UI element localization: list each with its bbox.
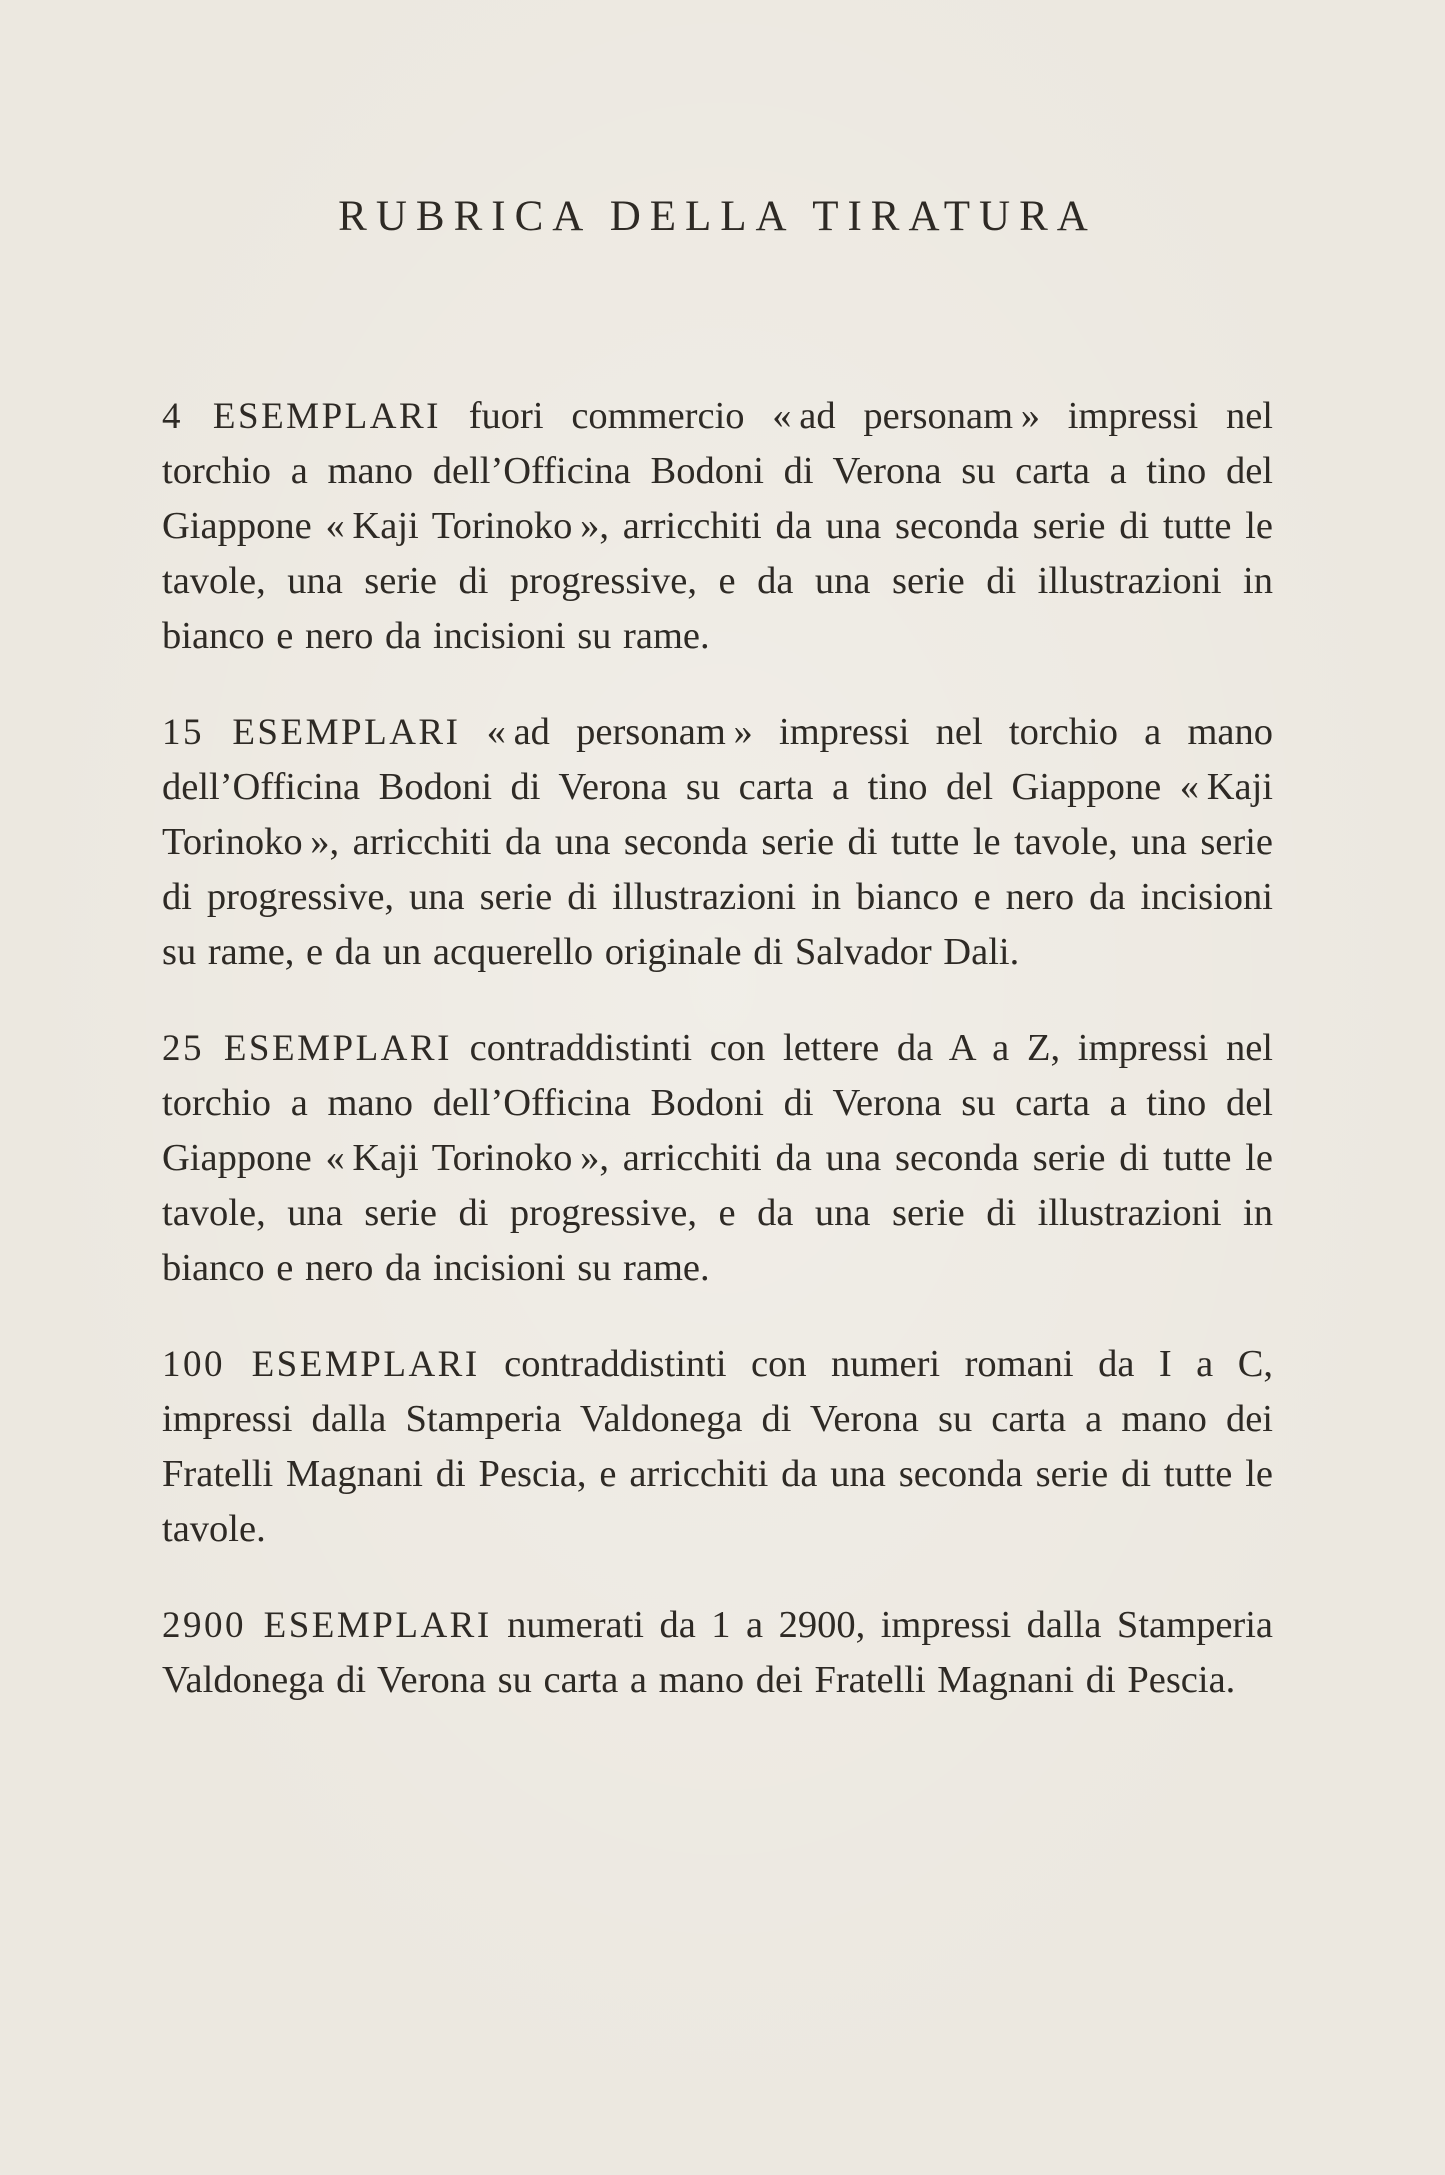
edition-count-1: 4 ESEMPLARI (162, 396, 441, 437)
edition-description-2: « ad personam » impressi nel torchio a mano dell’Officina Bodoni di Verona su carta a tino del Giappone « Kaji Torinoko », arricchiti da una seconda serie di tutte le tavole, una serie di progressive, una serie di illustrazioni in bianco e nero da incisioni su rame, e da un acquerello originale di Salvador Dali. (162, 711, 1274, 973)
edition-description-4: contraddistinti con numeri romani da I a C, impressi dalla Stamperia Valdonega di Verona su carta a mano dei Fratelli Magnani di Pescia, e arricchiti da una seconda serie di tutte le tavole. (162, 1343, 1274, 1550)
edition-count-3: 25 ESEMPLARI (162, 1028, 452, 1069)
edition-count-5: 2900 ESEMPLARI (162, 1605, 492, 1646)
edition-count-2: 15 ESEMPLARI (162, 712, 461, 753)
edition-description-3: contraddistinti con lettere da A a Z, impressi nel torchio a mano dell’Officina Bodoni di Verona su carta a tino del Giappone « Kaji Torinoko », arricchiti da una seconda serie di tutte le tavole, una serie di progressive, e da una serie di illustrazioni in bianco e nero da incisioni su rame. (162, 1027, 1274, 1289)
edition-paragraph-2 (162, 705, 1273, 980)
edition-description-1: fuori commercio « ad personam » impressi nel torchio a mano dell’Officina Bodoni di Verona su carta a tino del Giappone « Kaji Torinoko », arricchiti da una seconda serie di tutte le tavole, una serie di progressive, e da una serie di illustrazioni in bianco e nero da incisioni su rame. (162, 395, 1273, 657)
page-title: RUBRICA DELLA TIRATURA (338, 193, 1097, 240)
edition-paragraph-5 (162, 1598, 1273, 1708)
edition-paragraph-3 (162, 1021, 1273, 1296)
edition-paragraph-1 (162, 389, 1273, 664)
edition-paragraph-4 (162, 1337, 1273, 1557)
edition-count-4: 100 ESEMPLARI (162, 1344, 480, 1385)
edition-description-5: numerati da 1 a 2900, impressi dalla Stamperia Valdonega di Verona su carta a mano dei Fratelli Magnani di Pescia. (162, 1604, 1274, 1701)
